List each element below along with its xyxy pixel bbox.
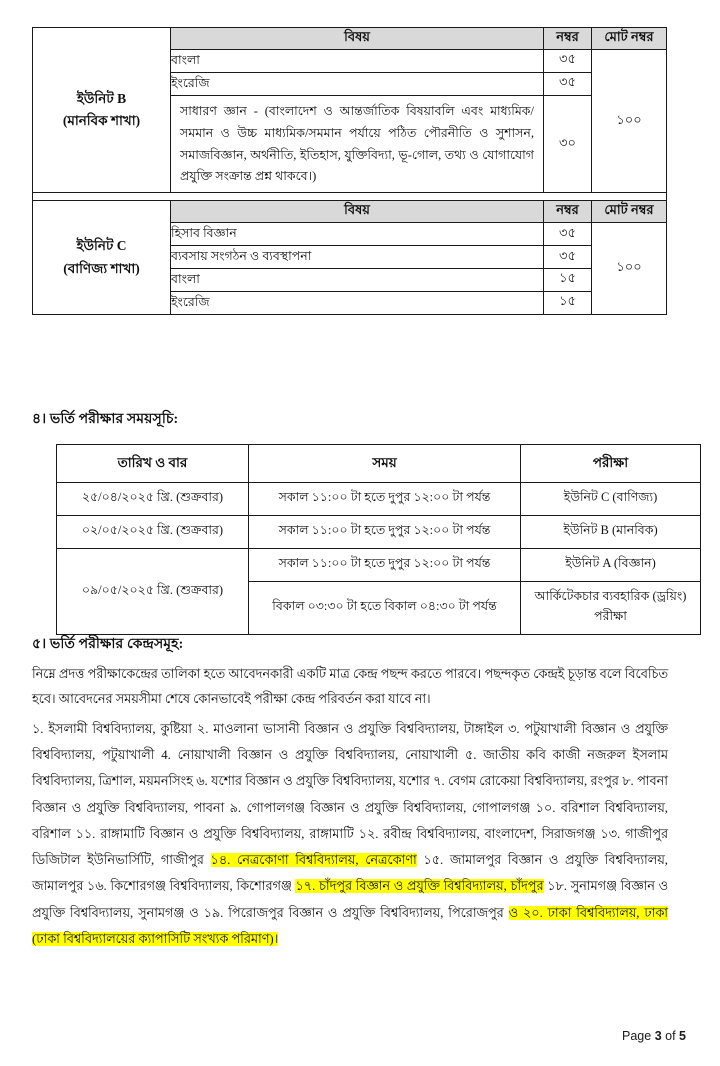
schedule-exam-cell: ইউনিট A (বিজ্ঞান) bbox=[521, 549, 701, 582]
exam-center-item: ১৪. নেত্রকোণা বিশ্ববিদ্যালয়, নেত্রকোণা bbox=[210, 853, 417, 868]
marks-cell: ১৫ bbox=[544, 269, 592, 292]
schedule-date-cell: ২৫/০৪/২০২৫ খ্রি. (শুক্রবার) bbox=[57, 483, 249, 516]
exam-center-item: ৯. গোপালগঞ্জ বিজ্ঞান ও প্রযুক্তি বিশ্ববিদ্যালয়, গোপালগঞ্জ bbox=[229, 800, 531, 815]
table-row bbox=[57, 549, 701, 582]
marks-cell: ৩৫ bbox=[544, 50, 592, 73]
page-footer-prefix: Page bbox=[622, 1029, 652, 1043]
page-footer-middle: of bbox=[665, 1029, 676, 1043]
column-header-marks: নম্বর bbox=[544, 201, 592, 223]
page-total: 5 bbox=[679, 1029, 686, 1043]
exam-center-item: ১৮. সুনামগঞ্জ বিজ্ঞান ও প্রযুক্তি বিশ্ববিদ্যালয়, সুনামগঞ্জ bbox=[32, 879, 669, 920]
exam-center-item: ৬. যশোর বিজ্ঞান ও প্রযুক্তি বিশ্ববিদ্যালয়, যশোর bbox=[196, 774, 430, 789]
exam-center-item: ১০. বরিশাল বিশ্ববিদ্যালয়, বরিশাল bbox=[32, 800, 668, 841]
column-header-marks: নম্বর bbox=[544, 28, 592, 50]
table-header-row bbox=[33, 28, 667, 50]
exam-center-item: ৮. পাবনা বিজ্ঞান ও প্রযুক্তি বিশ্ববিদ্যালয়, পাবনা bbox=[32, 774, 668, 815]
table-spacer bbox=[33, 193, 667, 201]
table-row bbox=[57, 516, 701, 549]
section-4-heading: ৪। ভর্তি পরীক্ষার সময়সূচি: bbox=[32, 412, 179, 427]
subject-cell: ব্যবসায় সংগঠন ও ব্যবস্থাপনা bbox=[171, 246, 544, 269]
schedule-time-cell: সকাল ১১:০০ টা হতে দুপুর ১২:০০ টা পর্যন্ত bbox=[249, 516, 521, 549]
exam-center-item: 4. নোয়াখালী বিজ্ঞান ও প্রযুক্তি বিশ্ববিদ্যালয়, নোয়াখালী bbox=[161, 748, 459, 763]
unit-total-cell: ১০০ bbox=[592, 50, 667, 193]
unit-label: ইউনিট C bbox=[76, 238, 127, 254]
exam-center-item: ১৭. চাঁদপুর বিজ্ঞান ও প্রযুক্তি বিশ্ববিদ্যালয়, চাঁদপুর bbox=[295, 879, 544, 894]
exam-center-list-paragraph bbox=[32, 716, 668, 952]
marks-cell: ৩৫ bbox=[544, 223, 592, 246]
table-header-row bbox=[57, 445, 701, 483]
schedule-time-cell: বিকাল ০৩:৩০ টা হতে বিকাল ০৪:৩০ টা পর্যন্ত bbox=[249, 582, 521, 635]
schedule-exam-cell: ইউনিট C (বাণিজ্য) bbox=[521, 483, 701, 516]
page-footer bbox=[622, 1029, 686, 1043]
schedule-time-cell: সকাল ১১:০০ টা হতে দুপুর ১২:০০ টা পর্যন্ত bbox=[249, 549, 521, 582]
subject-cell: ইংরেজি bbox=[171, 72, 544, 95]
schedule-date-cell: ০৯/০৫/২০২৫ খ্রি. (শুক্রবার) bbox=[57, 549, 249, 635]
subject-cell: বাংলা bbox=[171, 50, 544, 73]
column-header-exam: পরীক্ষা bbox=[521, 445, 701, 483]
unit-total-cell: ১০০ bbox=[592, 223, 667, 315]
unit-label: ইউনিট B bbox=[76, 90, 127, 106]
unit-sublabel: (বাণিজ্য শাখা) bbox=[63, 260, 140, 276]
unit-b-marks-table bbox=[32, 27, 667, 315]
exam-schedule-table bbox=[56, 444, 701, 635]
exam-center-item: ১৫. জামালপুর বিজ্ঞান ও প্রযুক্তি বিশ্ববিদ্যালয়, জামালপুর bbox=[32, 853, 669, 894]
subject-cell: হিসাব বিজ্ঞান bbox=[171, 223, 544, 246]
marks-cell: ১৫ bbox=[544, 291, 592, 314]
section-5-heading: ৫। ভর্তি পরীক্ষার কেন্দ্রসমূহ: bbox=[32, 637, 184, 652]
column-header-time: সময় bbox=[249, 445, 521, 483]
exam-center-item: ২. মাওলানা ভাসানী বিজ্ঞান ও প্রযুক্তি বিশ্ববিদ্যালয়, টাঙ্গাইল bbox=[196, 722, 504, 736]
exam-schedule-table-wrap bbox=[56, 444, 700, 635]
exam-center-item: ৫. জাতীয় কবি কাজী নজরুল ইসলাম বিশ্ববিদ্যালয়, ত্রিশাল, ময়মনসিংহ bbox=[32, 748, 669, 789]
exam-center-item: ৭. বেগম রোকেয়া বিশ্ববিদ্যালয়, রংপুর bbox=[433, 774, 619, 789]
unit-sublabel: (মানবিক শাখা) bbox=[62, 113, 141, 129]
schedule-exam-cell: ইউনিট B (মানবিক) bbox=[521, 516, 701, 549]
table-header-row bbox=[33, 201, 667, 223]
marks-cell: ৩০ bbox=[544, 95, 592, 193]
exam-center-item: ১১. রাঙ্গামাটি বিজ্ঞান ও প্রযুক্তি বিশ্ববিদ্যালয়, রাঙ্গামাটি bbox=[75, 826, 354, 841]
exam-center-item: ১. ইসলামী বিশ্ববিদ্যালয়, কুষ্টিয়া bbox=[32, 722, 193, 736]
page-number: 3 bbox=[654, 1029, 662, 1043]
exam-center-item: ১৬. কিশোরগঞ্জ বিশ্ববিদ্যালয়, কিশোরগঞ্জ bbox=[86, 879, 292, 894]
column-header-date: তারিখ ও বার bbox=[57, 445, 249, 483]
marks-distribution-tables bbox=[32, 27, 666, 315]
exam-center-item: ৩. পটুয়াখালী বিজ্ঞান ও প্রযুক্তি বিশ্ববিদ্যালয়, পটুয়াখালী bbox=[32, 722, 668, 763]
unit-name-cell bbox=[33, 28, 171, 193]
exam-center-item: ১২. রবীন্দ্র বিশ্ববিদ্যালয়, বাংলাদেশ, সিরাজগঞ্জ bbox=[358, 826, 596, 841]
marks-cell: ৩৫ bbox=[544, 72, 592, 95]
column-header-subject: বিষয় bbox=[171, 28, 544, 50]
column-header-total: মোট নম্বর bbox=[592, 28, 667, 50]
section-5-intro-paragraph: নিম্নে প্রদত্ত পরীক্ষাকেন্দ্রের তালিকা হতে আবেদনকারী একটি মাত্র কেন্দ্র পছন্দ করতে পারবে। পছন্দকৃত কেন্দ্রই চূড়ান্ত বলে বিবেচিত হবে। আবেদনের সময়সীমা শেষে কোনভাবেই পরীক্ষা কেন্দ্র পরিবর্তন করা যাবে না। bbox=[32, 667, 668, 706]
schedule-time-cell: সকাল ১১:০০ টা হতে দুপুর ১২:০০ টা পর্যন্ত bbox=[249, 483, 521, 516]
column-header-total: মোট নম্বর bbox=[592, 201, 667, 223]
table-row bbox=[57, 483, 701, 516]
subject-cell: ইংরেজি bbox=[171, 291, 544, 314]
schedule-date-cell: ০২/০৫/২০২৫ খ্রি. (শুক্রবার) bbox=[57, 516, 249, 549]
unit-name-cell bbox=[33, 201, 171, 315]
exam-center-item: ১৩. গাজীপুর ডিজিটাল ইউনিভার্সিটি, গাজীপুর bbox=[32, 826, 669, 868]
exam-center-item: ও ১৯. পিরোজপুর বিজ্ঞান ও প্রযুক্তি বিশ্ববিদ্যালয়, পিরোজপুর bbox=[189, 905, 504, 920]
column-header-subject: বিষয় bbox=[171, 201, 544, 223]
marks-cell: ৩৫ bbox=[544, 246, 592, 269]
schedule-exam-cell: আর্কিটেকচার ব্যবহারিক (ড্রয়িং) পরীক্ষা bbox=[521, 582, 701, 635]
exam-center-item: ও ২০. ঢাকা বিশ্ববিদ্যালয়, ঢাকা (ঢাকা বিশ্ববিদ্যালয়ের ক্যাপাসিটি সংখ্যক পরিমাণ)। bbox=[32, 905, 669, 946]
subject-cell: বাংলা bbox=[171, 269, 544, 292]
subject-cell: সাধারণ জ্ঞান - (বাংলাদেশ ও আন্তর্জাতিক বিষয়াবলি এবং মাধ্যমিক/সমমান ও উচ্চ মাধ্যমিক/সমমান পর্যায়ে পঠিত পৌরনীতি ও সুশাসন, সমাজবিজ্ঞান, অর্থনীতি, ইতিহাস, যুক্তিবিদ্যা, ভূ-গোল, তথ্য ও যোগাযোগ প্রযুক্তি সংক্রান্ত প্রশ্ন থাকবে।) bbox=[171, 95, 544, 193]
